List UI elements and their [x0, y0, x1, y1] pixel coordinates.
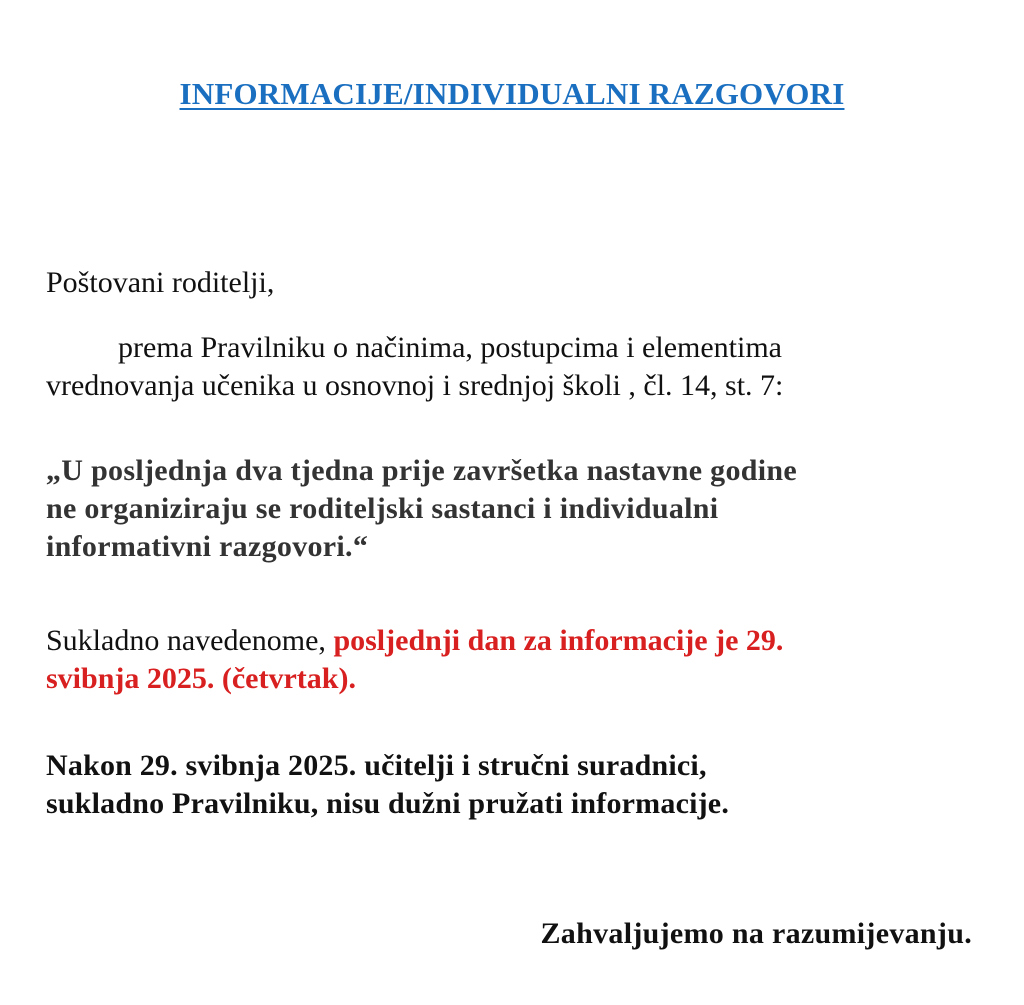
after-deadline-paragraph — [46, 747, 976, 823]
greeting-text: Poštovani roditelji, — [46, 266, 275, 299]
quote-line-2: ne organiziraju se roditeljski sastanci i individualni — [46, 492, 719, 525]
closing-text: Zahvaljujemo na razumijevanju. — [540, 917, 972, 950]
after-line-1: Nakon 29. svibnja 2025. učitelji i stručni suradnici, — [46, 749, 707, 782]
notice-title: INFORMACIJE/INDIVIDUALNI RAZGOVORI — [179, 76, 845, 111]
regulation-quote — [46, 452, 976, 566]
intro-line-2: vrednovanja učenika u osnovnoj i srednjoj školi , čl. 14, st. 7: — [46, 369, 784, 402]
intro-line-1: prema Pravilniku o načinima, postupcima i elementima — [118, 331, 782, 364]
quote-line-3: informativni razgovori.“ — [46, 530, 369, 563]
deadline-prefix: Sukladno navedenome, — [46, 624, 334, 657]
deadline-highlight-2: svibnja 2025. (četvrtak). — [46, 662, 356, 695]
deadline-paragraph — [46, 622, 976, 698]
quote-line-1: „U posljednja dva tjedna prije završetka nastavne godine — [46, 454, 797, 487]
intro-paragraph — [46, 329, 976, 405]
deadline-highlight-1: posljednji dan za informacije je 29. — [333, 624, 784, 657]
after-line-2: sukladno Pravilniku, nisu dužni pružati informacije. — [46, 787, 730, 820]
